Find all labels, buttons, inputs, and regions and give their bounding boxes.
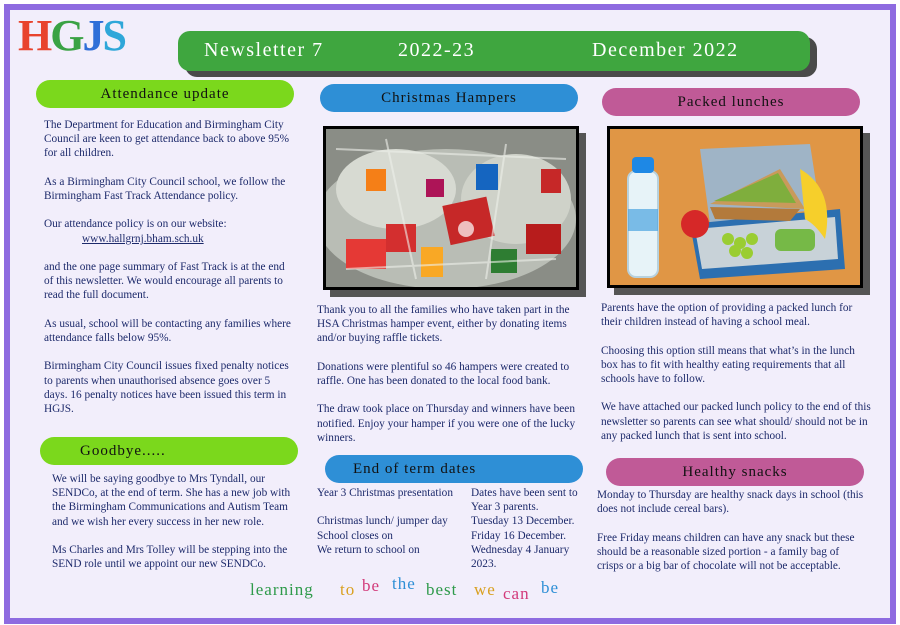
- term-date: Dates have been sent to: [471, 487, 578, 499]
- term-event: We return to school on: [317, 543, 420, 556]
- term-date: Tuesday 13 December.: [471, 515, 575, 528]
- hampers-paragraph: Thank you to all the families who have taken part in the HSA Christmas hamper event, either by donating items and/or buying raffle tickets.: [317, 304, 570, 345]
- goodbye-body: [52, 472, 304, 571]
- attendance-paragraph: Our attendance policy is on our website:: [44, 218, 227, 231]
- goodbye-paragraph: We will be saying goodbye to Mrs Tyndall, our SENDCo, at the end of term. She has a new job with the Birmingham Communications and Autism Team and we wish her every success in her new role.: [52, 473, 291, 528]
- attendance-body: [44, 118, 294, 416]
- attendance-heading: Attendance update: [36, 80, 294, 108]
- term-dates-heading: End of term dates: [325, 455, 583, 483]
- logo-letter: G: [50, 11, 83, 60]
- school-year: 2022-23: [398, 39, 476, 61]
- term-event-spacer: [317, 500, 469, 514]
- logo-letter: H: [18, 11, 51, 60]
- term-dates-events: [317, 486, 469, 557]
- snacks-body: [597, 488, 865, 573]
- goodbye-paragraph: Ms Charles and Mrs Tolley will be stepping into the SEND role until we appoint our new SENDCo.: [52, 544, 288, 571]
- newsletter-banner: [178, 31, 810, 71]
- slogan-word: be: [362, 576, 381, 595]
- lunches-paragraph: We have attached our packed lunch policy to the end of this newsletter so parents can see what should/ should not be in any packed lunch that is sent into school.: [601, 401, 871, 442]
- slogan-word: best: [426, 580, 458, 599]
- snacks-paragraph: Free Friday means children can have any snack but these should be a reasonable sized portion - a family bag of crisps or a big bar of chocolate will not be acceptable.: [597, 531, 855, 572]
- attendance-paragraph: The Department for Education and Birmingham City Council are keen to get attendance back to above 95% for all children.: [44, 119, 289, 160]
- term-dates-values: [471, 486, 587, 571]
- slogan-word: can: [503, 584, 530, 603]
- school-slogan: [250, 570, 570, 610]
- slogan-word: to: [340, 580, 356, 599]
- snacks-paragraph: Monday to Thursday are healthy snack days in school (this does not include cereal bars).: [597, 489, 864, 516]
- hampers-paragraph: Donations were plentiful so 46 hampers were created to raffle. One has been donated to the local food bank.: [317, 360, 570, 387]
- slogan-word: be: [541, 578, 560, 597]
- attendance-paragraph: Birmingham City Council issues fixed penalty notices to parents when unauthorised absence goes over 5 days. 16 penalty notices have been issued this term in HGJS.: [44, 360, 289, 415]
- snacks-heading: Healthy snacks: [606, 458, 864, 486]
- school-website-link[interactable]: www.hallgrnj.bham.sch.uk: [82, 232, 204, 245]
- hampers-body: [317, 303, 585, 445]
- lunches-heading: Packed lunches: [602, 88, 860, 116]
- attendance-paragraph: As a Birmingham City Council school, we follow the Birmingham Fast Track Attendance policy.: [44, 175, 286, 202]
- term-event: Christmas lunch/ jumper day: [317, 515, 448, 528]
- term-date: Year 3 parents.: [471, 501, 539, 514]
- attendance-paragraph: As usual, school will be contacting any families where attendance falls below 95%.: [44, 317, 291, 344]
- slogan-word: the: [392, 574, 416, 593]
- issue-number: Newsletter 7: [204, 39, 324, 61]
- lunches-paragraph: Parents have the option of providing a packed lunch for their children instead of having a school meal.: [601, 302, 853, 329]
- lunchbox-image: [610, 129, 860, 285]
- lunches-paragraph: Choosing this option still means that what’s in the lunch box has to fit with healthy eating requirements that all schools have to follow.: [601, 344, 855, 385]
- hampers-photo: [323, 126, 579, 290]
- hampers-heading: Christmas Hampers: [320, 84, 578, 112]
- term-date: 2023.: [471, 558, 497, 571]
- attendance-paragraph: and the one page summary of Fast Track is at the end of this newsletter. We would encourage all parents to read the full document.: [44, 260, 285, 302]
- logo-letter: J: [82, 11, 103, 60]
- school-logo: [18, 11, 125, 60]
- hampers-paragraph: The draw took place on Thursday and winners have been notified. Enjoy your hamper if you were one of the lucky winners.: [317, 403, 576, 444]
- term-event: Year 3 Christmas presentation: [317, 487, 453, 499]
- slogan-word: we: [474, 580, 496, 599]
- lunches-body: [601, 301, 871, 443]
- gift-hamper-image: [326, 129, 576, 287]
- slogan-word: learning: [250, 580, 314, 599]
- term-date: Friday 16 December.: [471, 529, 567, 542]
- term-event: School closes on: [317, 529, 393, 542]
- goodbye-heading: Goodbye.....: [40, 437, 298, 465]
- issue-date: December 2022: [592, 39, 739, 61]
- term-date: Wednesday 4 January: [471, 543, 570, 556]
- logo-letter: S: [102, 11, 125, 60]
- lunches-photo: [607, 126, 863, 288]
